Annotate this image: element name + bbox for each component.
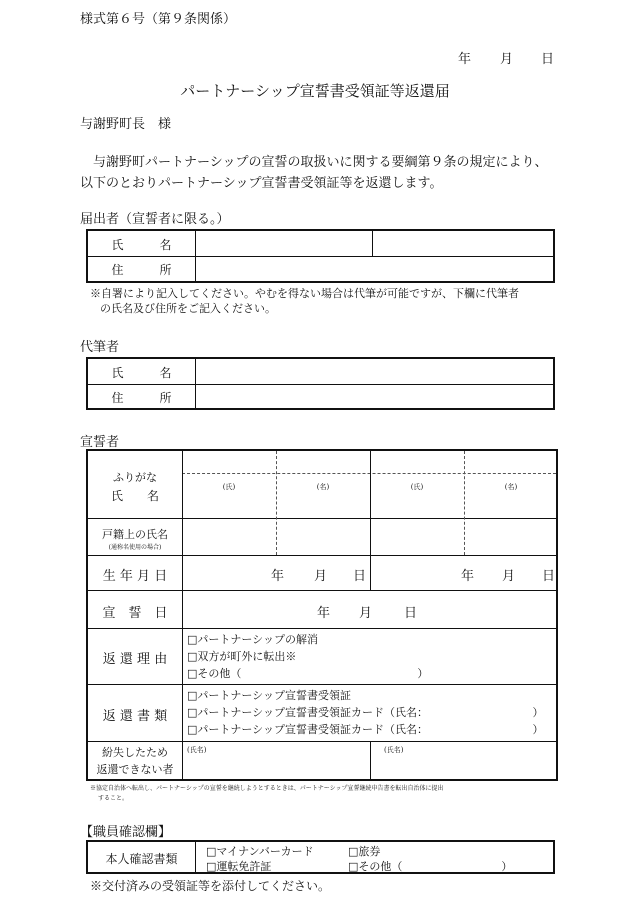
staff-heading: 【職員確認欄】 bbox=[80, 825, 172, 840]
doc-option-card-1[interactable]: □パートナーシップ宣誓書受領証カード（氏名： ） bbox=[187, 706, 544, 719]
declarant2-furigana-given-field[interactable] bbox=[466, 453, 556, 471]
declarant2-given-name-label: (名) bbox=[504, 483, 518, 491]
declarant2-birth-month-label: 月 bbox=[502, 569, 516, 584]
declarant1-given-field[interactable] bbox=[278, 493, 368, 516]
lost-name-right-label: (氏名) bbox=[384, 746, 404, 754]
doc-option-certificate[interactable]: □パートナーシップ宣誓書受領証 bbox=[187, 689, 351, 702]
declarants-footnote-line-2: すること。 bbox=[98, 795, 129, 802]
declarant2-registered-name-field[interactable] bbox=[372, 520, 556, 553]
applicant-name-label: 氏 名 bbox=[111, 238, 172, 252]
date-day-label: 日 bbox=[541, 52, 555, 67]
declarant1-given-name-label: (名) bbox=[316, 483, 330, 491]
lost-label-line-2: 返還できない者 bbox=[96, 763, 174, 776]
lost-name-left-field[interactable] bbox=[184, 755, 368, 777]
reason-option-moved-out[interactable]: □双方が町外に転出※ bbox=[187, 650, 297, 663]
applicant-table bbox=[86, 229, 555, 283]
declaration-date-label: 宣 誓 日 bbox=[102, 606, 168, 621]
declarant2-birth-day-label: 日 bbox=[542, 569, 556, 584]
declarant1-furigana-given-field[interactable] bbox=[278, 453, 368, 471]
applicant-name-field-2[interactable] bbox=[374, 233, 551, 254]
addressee: 与謝野町長 様 bbox=[80, 117, 172, 132]
declarant1-surname-label: (氏) bbox=[222, 483, 236, 491]
return-docs-label: 返 還 書 類 bbox=[102, 709, 168, 724]
applicant-heading: 届出者（宣誓者に限る。） bbox=[80, 212, 230, 227]
proxy-address-field[interactable] bbox=[197, 386, 551, 407]
id-option-mynumber[interactable]: □マイナンバーカード bbox=[206, 845, 314, 858]
declaration-day-label: 日 bbox=[404, 606, 418, 621]
registered-name-sub-label: (通称名使用の場合) bbox=[108, 544, 162, 551]
doc-option-card-2[interactable]: □パートナーシップ宣誓書受領証カード（氏名： ） bbox=[187, 723, 544, 736]
intro-line-1: 与謝野町パートナーシップの宣誓の取扱いに関する要綱第９条の規定により、 bbox=[93, 155, 548, 170]
lost-label-line-1: 紛失したため bbox=[102, 746, 168, 759]
declarants-table bbox=[86, 449, 558, 781]
declarant1-surname-field[interactable] bbox=[184, 493, 274, 516]
declarant2-birth-year-label: 年 bbox=[461, 569, 475, 584]
date-year-label: 年 bbox=[458, 52, 472, 67]
proxy-address-label: 住 所 bbox=[111, 391, 172, 405]
id-option-license[interactable]: □運転免許証 bbox=[206, 860, 272, 873]
applicant-name-field-1[interactable] bbox=[197, 233, 370, 254]
form-number: 様式第６号（第９条関係） bbox=[80, 12, 237, 27]
proxy-name-label: 氏 名 bbox=[111, 366, 172, 380]
document-title: パートナーシップ宣誓書受領証等返還届 bbox=[180, 82, 450, 100]
furigana-label: ふりがな bbox=[113, 471, 157, 484]
applicant-note-line-2: の氏名及び住所をご記入ください。 bbox=[100, 302, 276, 315]
declarant1-furigana-surname-field[interactable] bbox=[184, 453, 274, 471]
declarant1-registered-name-field[interactable] bbox=[184, 520, 368, 553]
applicant-address-label: 住 所 bbox=[111, 263, 172, 277]
id-option-passport[interactable]: □旅券 bbox=[348, 845, 381, 858]
lost-name-left-label: (氏名) bbox=[187, 746, 207, 754]
applicant-address-field[interactable] bbox=[197, 258, 551, 279]
reason-option-other[interactable]: □その他（ ） bbox=[187, 667, 429, 680]
applicant-note-line-1: ※自署により記入してください。やむを得ない場合は代筆が可能ですが、下欄に代筆者 bbox=[90, 287, 519, 300]
return-reason-label: 返 還 理 由 bbox=[102, 652, 168, 667]
proxy-name-field[interactable] bbox=[197, 361, 551, 382]
date-month-label: 月 bbox=[500, 52, 514, 67]
declaration-month-label: 月 bbox=[359, 606, 373, 621]
id-option-other[interactable]: □その他（ ） bbox=[348, 860, 513, 873]
declarant1-birth-year-label: 年 bbox=[271, 569, 285, 584]
declarant1-birth-month-label: 月 bbox=[314, 569, 328, 584]
lost-name-right-field[interactable] bbox=[372, 755, 556, 777]
birthdate-label: 生 年 月 日 bbox=[102, 569, 168, 584]
declarants-footnote-line-1: ※協定自治体へ転出し、パートナーシップの宣誓を継続しようとするときは、パートナーシップ宣誓継続申告書を転出自治体に提出 bbox=[90, 785, 444, 792]
declarants-heading: 宣誓者 bbox=[80, 435, 120, 450]
declarant2-given-field[interactable] bbox=[466, 493, 556, 516]
reason-option-dissolution[interactable]: □パートナーシップの解消 bbox=[187, 633, 318, 646]
proxy-heading: 代筆者 bbox=[80, 340, 120, 355]
id-doc-label: 本人確認書類 bbox=[105, 852, 178, 866]
declarant2-surname-label: (氏) bbox=[410, 483, 424, 491]
staff-table bbox=[86, 840, 555, 874]
intro-line-2: 以下のとおりパートナーシップ宣誓書受領証等を返還します。 bbox=[80, 176, 443, 191]
declarant2-surname-field[interactable] bbox=[372, 493, 462, 516]
declarant1-birth-day-label: 日 bbox=[353, 569, 367, 584]
declarant2-furigana-surname-field[interactable] bbox=[372, 453, 462, 471]
registered-name-label: 戸籍上の氏名 bbox=[102, 528, 168, 541]
attach-note: ※交付済みの受領証等を添付してください。 bbox=[90, 879, 331, 893]
declarant-name-label: 氏 名 bbox=[110, 489, 159, 503]
proxy-table bbox=[86, 357, 555, 410]
declaration-year-label: 年 bbox=[317, 606, 331, 621]
